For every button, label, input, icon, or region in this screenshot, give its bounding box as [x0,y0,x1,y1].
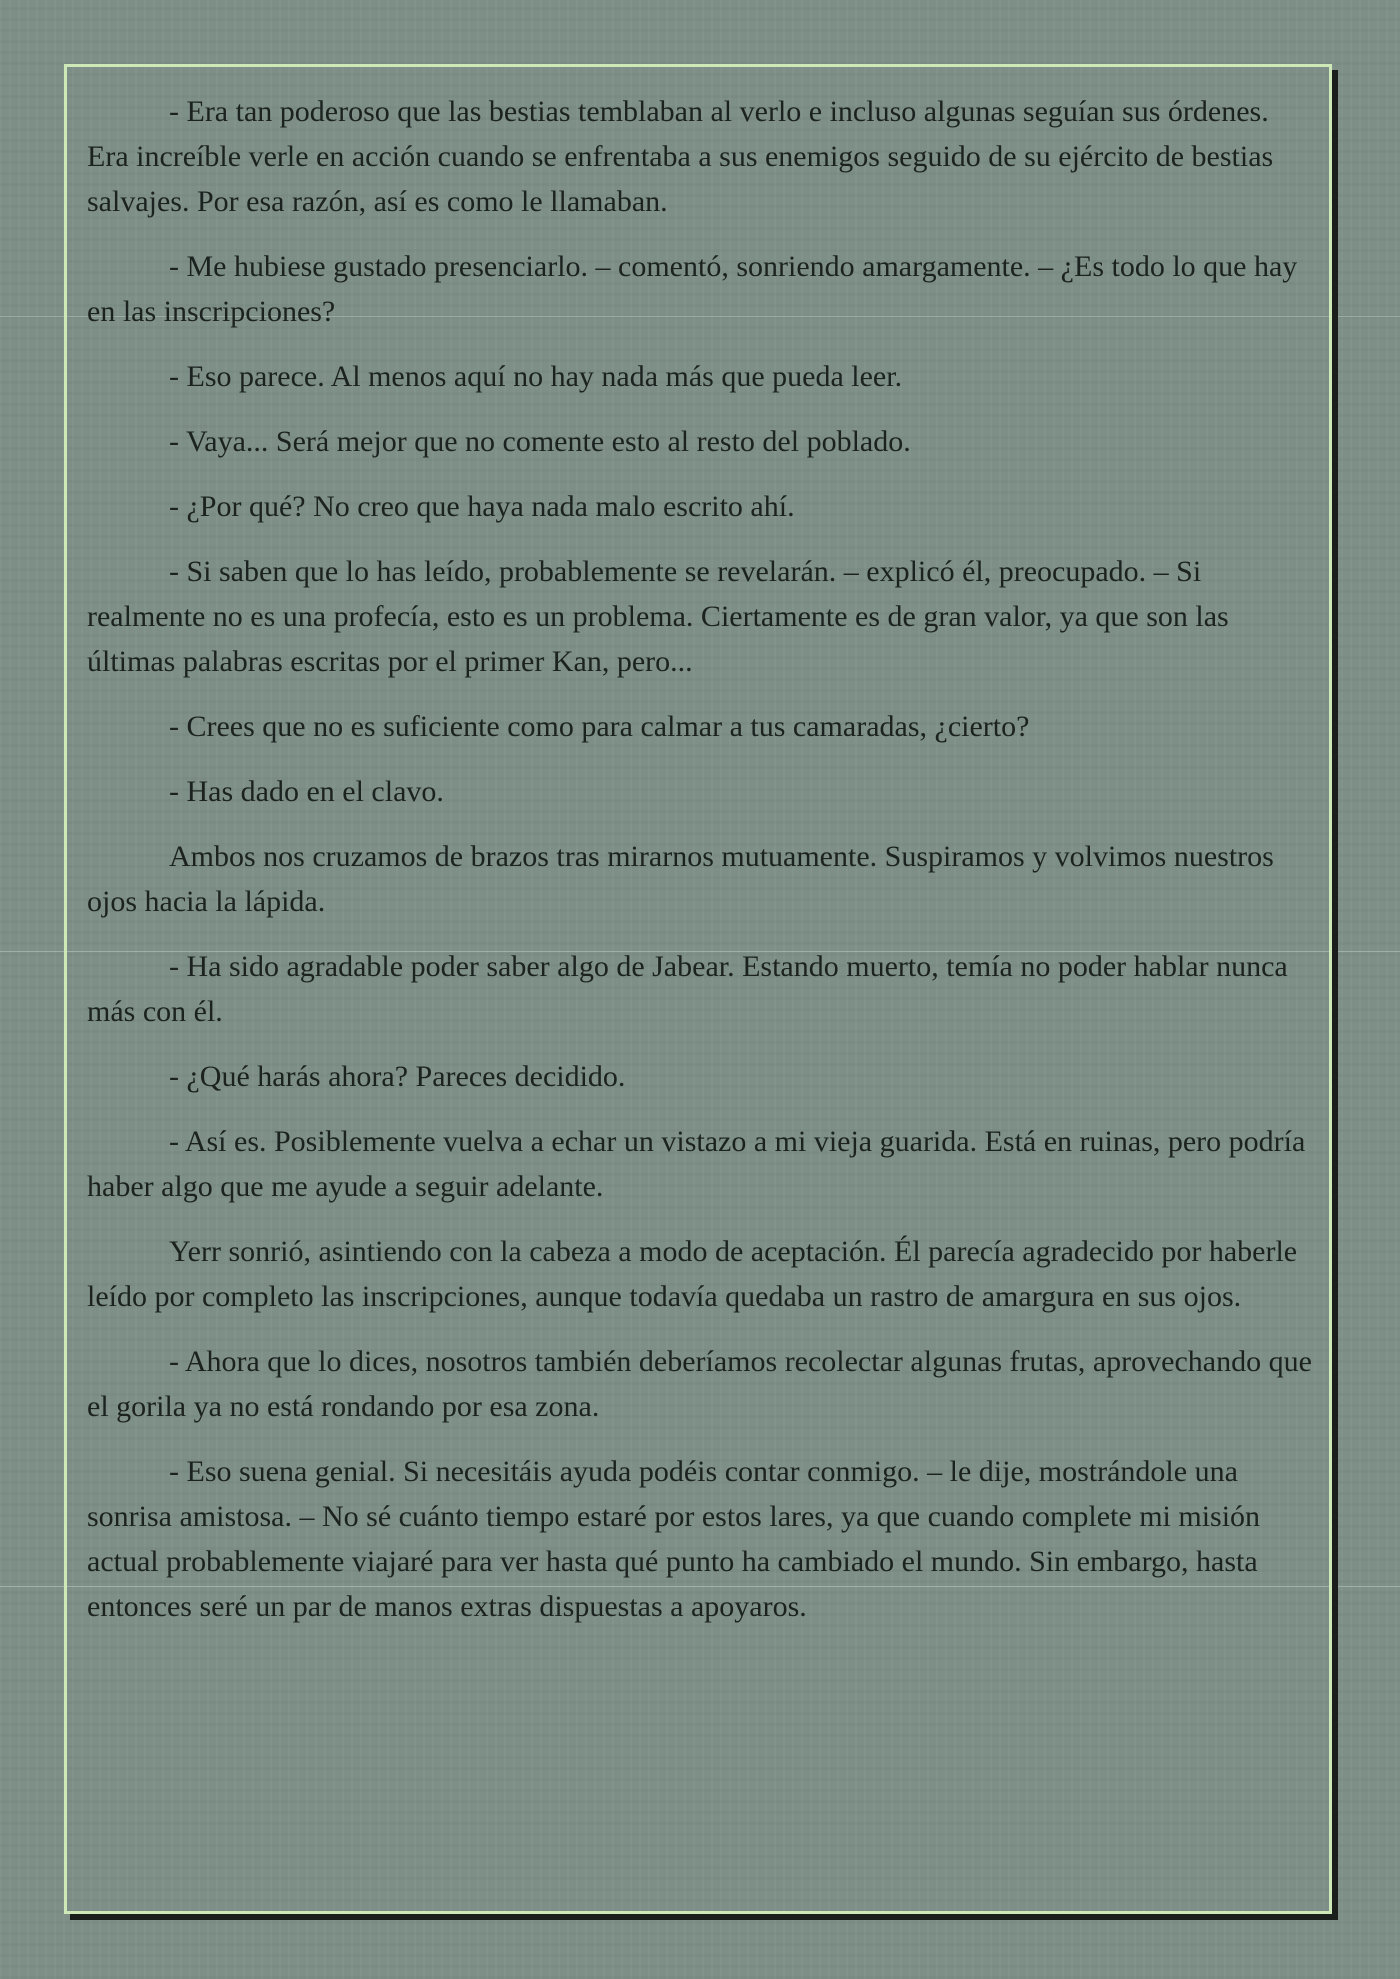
paragraph: Yerr sonrió, asintiendo con la cabeza a modo de aceptación. Él parecía agradecido por haberle leído por completo las inscripciones, aunque todavía quedaba un rastro de amargura en sus ojos. [87,1235,1298,1313]
paragraph: - Así es. Posiblemente vuelva a echar un vistazo a mi vieja guarida. Está en ruinas, pero podría haber algo que me ayude a seguir adelante. [87,1125,1306,1203]
paragraph: Ambos nos cruzamos de brazos tras mirarnos mutuamente. Suspiramos y volvimos nuestros ojos hacia la lápida. [87,840,1274,918]
paragraph: - ¿Qué harás ahora? Pareces decidido. [169,1060,626,1093]
paragraph: - Crees que no es suficiente como para calmar a tus camaradas, ¿cierto? [169,710,1030,743]
paragraph: - Eso suena genial. Si necesitáis ayuda podéis contar conmigo. – le dije, mostrándole una sonrisa amistosa. – No sé cuánto tiempo estaré por estos lares, ya que cuando complete mi misión actual probablemente viajaré para ver hasta qué punto ha cambiado el mundo. Sin embargo, hasta entonces seré un par de manos extras dispuestas a apoyaros. [87,1455,1261,1623]
paragraph: - Has dado en el clavo. [169,775,444,808]
paragraph: - Vaya... Será mejor que no comente esto al resto del poblado. [169,425,911,458]
paragraph: - Me hubiese gustado presenciarlo. – comentó, sonriendo amargamente. – ¿Es todo lo que hay en las inscripciones? [87,250,1298,328]
page-frame [64,64,1332,1914]
paragraph: - Era tan poderoso que las bestias temblaban al verlo e incluso algunas seguían sus órdenes. Era increíble verle en acción cuando se enfrentaba a sus enemigos seguido de su ejército de bestias salvajes. Por esa razón, así es como le llamaban. [87,95,1274,218]
paragraph: - Eso parece. Al menos aquí no hay nada más que pueda leer. [169,360,903,393]
paragraph: - Ha sido agradable poder saber algo de Jabear. Estando muerto, temía no poder hablar nunca más con él. [87,950,1288,1028]
paragraph: - Si saben que lo has leído, probablemente se revelarán. – explicó él, preocupado. – Si realmente no es una profecía, esto es un problema. Ciertamente es de gran valor, ya que son las últimas palabras escritas por el primer Kan, pero... [87,555,1229,678]
paragraph: - Ahora que lo dices, nosotros también deberíamos recolectar algunas frutas, aprovechando que el gorila ya no está rondando por esa zona. [87,1345,1312,1423]
paragraph: - ¿Por qué? No creo que haya nada malo escrito ahí. [169,490,795,523]
text-body [87,89,1313,1649]
